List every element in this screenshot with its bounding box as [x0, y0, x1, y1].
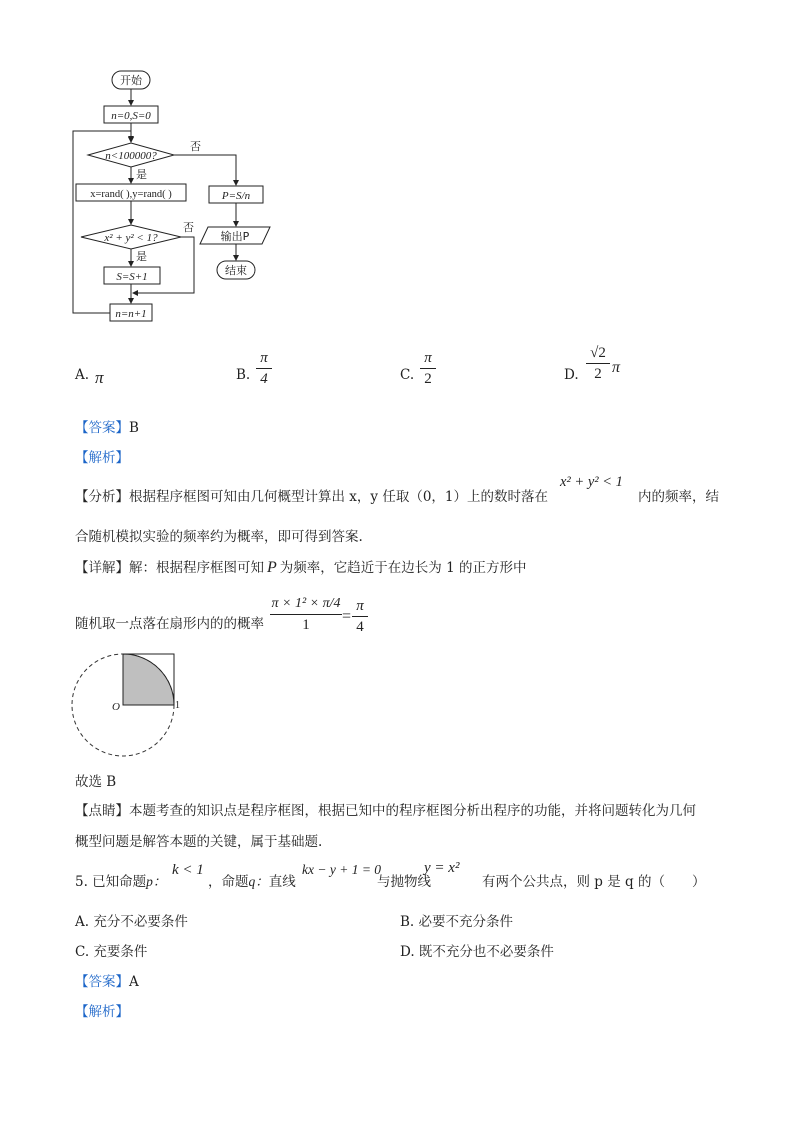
conclusion: 故选 B	[75, 774, 117, 790]
option-d-num: √2	[590, 345, 606, 361]
q5-parab: y = x²	[424, 860, 460, 876]
q5-option-d: D. 既不充分也不必要条件	[400, 944, 554, 960]
flowchart	[0, 0, 800, 340]
answer-tag: 【答案】	[75, 420, 129, 436]
q5-mid3: 与抛物线	[377, 874, 431, 890]
option-a-label: A.	[75, 367, 90, 383]
quarter-sector	[123, 654, 174, 705]
fc-rand: x=rand( ),y=rand( )	[90, 189, 172, 200]
xiangjie-p: P	[267, 559, 277, 576]
probability-fraction	[270, 595, 342, 634]
prob-rhs-fraction	[352, 597, 368, 636]
prob-equals: =	[342, 608, 352, 625]
quarter-circle-diagram	[70, 650, 190, 760]
fc-init-text: n=0,S=0	[111, 110, 151, 122]
prob-frac-den: 1	[302, 617, 310, 633]
prob-rhs-num: π	[356, 598, 364, 614]
option-c-fraction	[420, 349, 436, 388]
option-c-den: 2	[424, 371, 432, 387]
q5-cond-p: k < 1	[172, 862, 204, 878]
fenxi-math: x² + y² < 1	[560, 474, 623, 490]
q5-line-eq: kx − y + 1 = 0	[302, 862, 382, 877]
option-c-label: C.	[400, 367, 415, 383]
dianjing-line-1	[75, 799, 696, 819]
fc-no2: 否	[183, 221, 194, 234]
answer-1	[75, 416, 139, 436]
option-d-suffix: π	[612, 359, 621, 376]
q5-line	[75, 870, 166, 890]
fc-circle-cond: x² + y² < 1?	[104, 232, 158, 244]
fenxi-text-2: 内的频率，结	[638, 489, 719, 505]
option-b-num: π	[260, 350, 268, 366]
q5-mid1: ，命题q：直线	[208, 874, 296, 890]
answer-2	[75, 970, 139, 990]
q5-q: q：	[248, 874, 269, 889]
xiangjie-text-2: 为频率，它趋近于在边长为 1 的正方形中	[279, 560, 527, 576]
dianjing-tag: 【点睛】	[75, 803, 129, 819]
option-a-value: π	[95, 368, 104, 387]
origin-label: O	[112, 701, 120, 713]
q5-mid2: 直线	[268, 874, 296, 890]
answer2-value: A	[129, 974, 139, 990]
fenxi-line-1	[75, 485, 548, 505]
fc-start-text: 开始	[120, 74, 142, 87]
q5-prefix: 5. 已知命题	[75, 874, 147, 890]
fc-yes2: 是	[136, 250, 147, 263]
option-d-den: 2	[594, 366, 602, 382]
option-d-label: D.	[564, 367, 579, 383]
answer-value: B	[129, 420, 139, 436]
fc-end: 结束	[225, 264, 247, 277]
q5-option-a: A. 充分不必要条件	[75, 914, 188, 930]
fenxi-tag: 【分析】	[75, 489, 129, 505]
dianjing-text-1: 本题考查的知识点是程序框图，根据已知中的程序框图分析出程序的功能，并将问题转化为几何	[129, 803, 696, 819]
xiangjie-line-1	[75, 556, 526, 577]
option-b-den: 4	[260, 371, 268, 387]
xiangjie-tag: 【详解】	[75, 560, 129, 576]
option-b-label: B.	[236, 367, 251, 383]
fc-yes1: 是	[136, 168, 147, 181]
fc-output: 输出P	[220, 230, 250, 243]
fenxi-text-1: 根据程序框图可知由几何概型计算出 x，y 任取（0，1）上的数时落在	[129, 489, 549, 505]
fc-n-inc: n=n+1	[115, 308, 147, 320]
option-b-fraction	[256, 349, 272, 388]
q5-option-b: B. 必要不充分条件	[400, 914, 514, 930]
one-label: 1	[175, 700, 180, 711]
dianjing-line-2: 概型问题是解答本题的关键，属于基础题.	[75, 834, 323, 850]
analysis2-tag: 【解析】	[75, 1004, 129, 1020]
option-c-num: π	[424, 350, 432, 366]
fc-no1: 否	[190, 140, 201, 153]
prob-frac-num: π × 1² × π/4	[271, 596, 341, 611]
xiangjie-text-1: 解：根据程序框图可知	[129, 560, 264, 576]
answer2-tag: 【答案】	[75, 974, 129, 990]
fc-loop-cond: n<100000?	[105, 150, 157, 162]
prob-rhs-den: 4	[356, 619, 364, 635]
analysis-tag: 【解析】	[75, 450, 129, 466]
xiangjie-line-2: 随机取一点落在扇形内的的概率	[75, 616, 264, 632]
q5-p: p：	[146, 874, 167, 889]
q5-suffix: 有两个公共点，则 p 是 q 的（ ）	[482, 874, 706, 890]
fc-s-inc: S=S+1	[116, 271, 148, 283]
fenxi-line-2: 合随机模拟实验的频率约为概率，即可得到答案.	[75, 529, 363, 545]
q5-option-c: C. 充要条件	[75, 944, 148, 960]
option-d-fraction	[586, 344, 610, 383]
fc-p-assign: P=S/n	[221, 190, 251, 202]
